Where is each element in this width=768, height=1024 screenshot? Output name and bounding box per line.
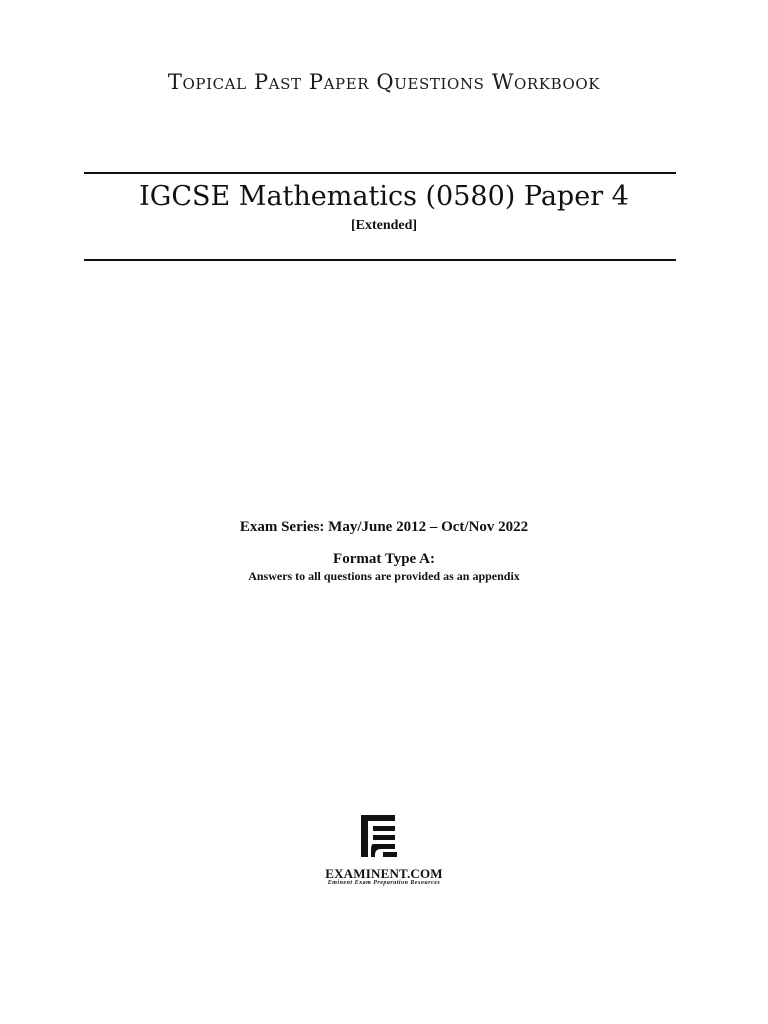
exam-series-text: Exam Series: May/June 2012 – Oct/Nov 2022 (239, 519, 529, 535)
format-type-heading: Format Type A: (333, 551, 435, 567)
format-description: Answers to all questions are provided as an appendix (248, 569, 520, 583)
brand-tagline: Eminent Exam Preparation Resources (327, 880, 441, 886)
brand-name: EXAMINENT.COM (325, 866, 443, 881)
title-top-rule (84, 172, 676, 174)
document-subtitle: [Extended] (350, 218, 418, 233)
title-bottom-rule (84, 259, 676, 261)
document-title: IGCSE Mathematics (0580) Paper 4 (139, 181, 629, 212)
examinent-logo-icon (361, 815, 397, 857)
workbook-title: Topical Past Paper Questions Workbook (167, 70, 601, 94)
